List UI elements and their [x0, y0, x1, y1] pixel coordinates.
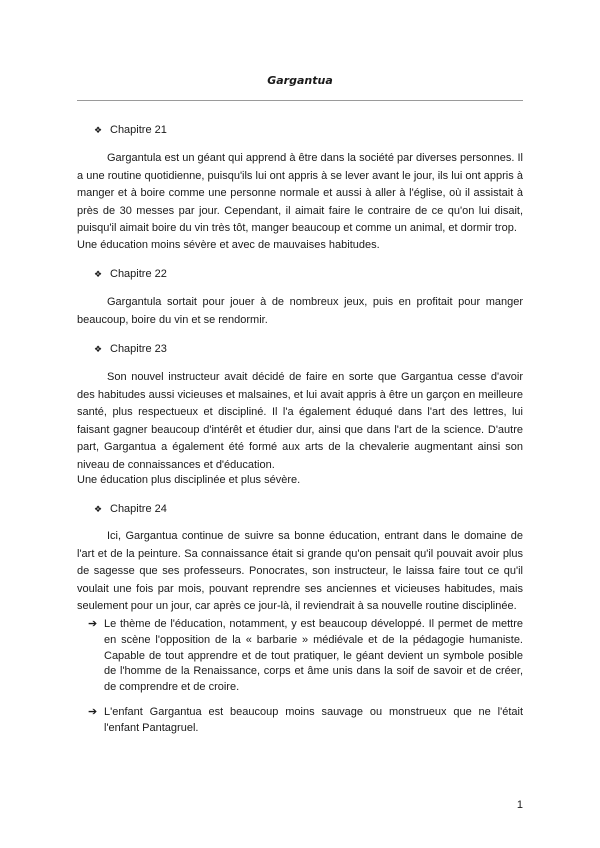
- conclusion-text: L'enfant Gargantua est beaucoup moins sauvage ou monstrueux que ne l'était l'enfant Pantagruel.: [104, 706, 523, 734]
- arrow-right-icon: ➔: [88, 618, 98, 630]
- title-divider: [77, 100, 523, 101]
- chapter-23-summary: Une éducation plus disciplinée et plus sévère.: [77, 474, 301, 486]
- chapter-heading-label: Chapitre 22: [110, 268, 167, 280]
- chapter-23-heading: [94, 341, 167, 357]
- chapter-22-heading: [94, 266, 167, 282]
- page-number: 1: [516, 799, 523, 811]
- chapter-heading-label: Chapitre 21: [110, 124, 167, 136]
- chapter-21-heading: [94, 122, 167, 138]
- chapter-21-summary: Une éducation moins sévère et avec de mauvaises habitudes.: [77, 239, 380, 251]
- chapter-heading-label: Chapitre 23: [110, 343, 167, 355]
- diamond-bullet-icon: ❖: [94, 504, 103, 514]
- chapter-22-text: Gargantula sortait pour jouer à de nombreux jeux, puis en profitait pour manger beaucoup, boire du vin et se rendormir.: [77, 296, 523, 326]
- conclusion-item: [88, 617, 523, 696]
- chapter-23-text: Son nouvel instructeur avait décidé de faire en sorte que Gargantua cesse d'avoir des habitudes aussi vicieuses et malsaines, et lui avait appris à être un garçon en meilleure santé, plus respectueux et discipliné. Il l'a également éduqué dans l'art des lettres, lui faisant gagner beaucoup d'intérêt et étudier dur, ainsi que dans l'art de la science. D'autre part, Gargantua a également été formé aux arts de la chevalerie augmentant ainsi son niveau de connaissances et d'éducation.: [77, 371, 523, 471]
- arrow-right-icon: ➔: [88, 706, 98, 718]
- chapter-heading-label: Chapitre 24: [110, 503, 167, 515]
- conclusion-item: [88, 705, 523, 737]
- diamond-bullet-icon: ❖: [94, 269, 103, 279]
- chapter-21-text: Gargantula est un géant qui apprend à être dans la société par diverses personnes. Il a une routine quotidienne, puisqu'ils lui ont appris à se lever avant le jour, ils lui ont appris à manger et à boire comme une personne normale et aussi à aller à l'église, où il assistait à près de 30 messes par jour. Cependant, il aimait faire le contraire de ce qu'on lui disait, puisqu'il aimait boire du vin très tôt, manger beaucoup et comme un animal, et dormir trop.: [77, 152, 523, 235]
- diamond-bullet-icon: ❖: [94, 125, 103, 135]
- conclusion-text: Le thème de l'éducation, notamment, y est beaucoup développé. Il permet de mettre en scène l'opposition de la « barbarie » médiévale et de la pédagogie humaniste. Capable de tout apprendre et de tout pratiquer, le géant devient un symbole posible de l'homme de la Renaissance, corps et âme unis dans la soif de savoir et de créer, de comprendre et de croire.: [104, 618, 523, 694]
- chapter-24-heading: [94, 501, 167, 517]
- document-title: Gargantua: [267, 74, 333, 87]
- diamond-bullet-icon: ❖: [94, 344, 103, 354]
- chapter-24-text: Ici, Gargantua continue de suivre sa bonne éducation, entrant dans le domaine de l'art et de la peinture. Sa connaissance était si grande qu'on pensait qu'il pouvait avoir plus de sagesse que ses professeurs. Ponocrates, son instructeur, le laissa faire tout ce qu'il voulait une fois par mois, pouvant reprendre ses anciennes et vicieuses habitudes, mais seulement pour un jour, car après ce jour-là, il reviendrait à sa nouvelle routine disciplinée.: [77, 530, 523, 613]
